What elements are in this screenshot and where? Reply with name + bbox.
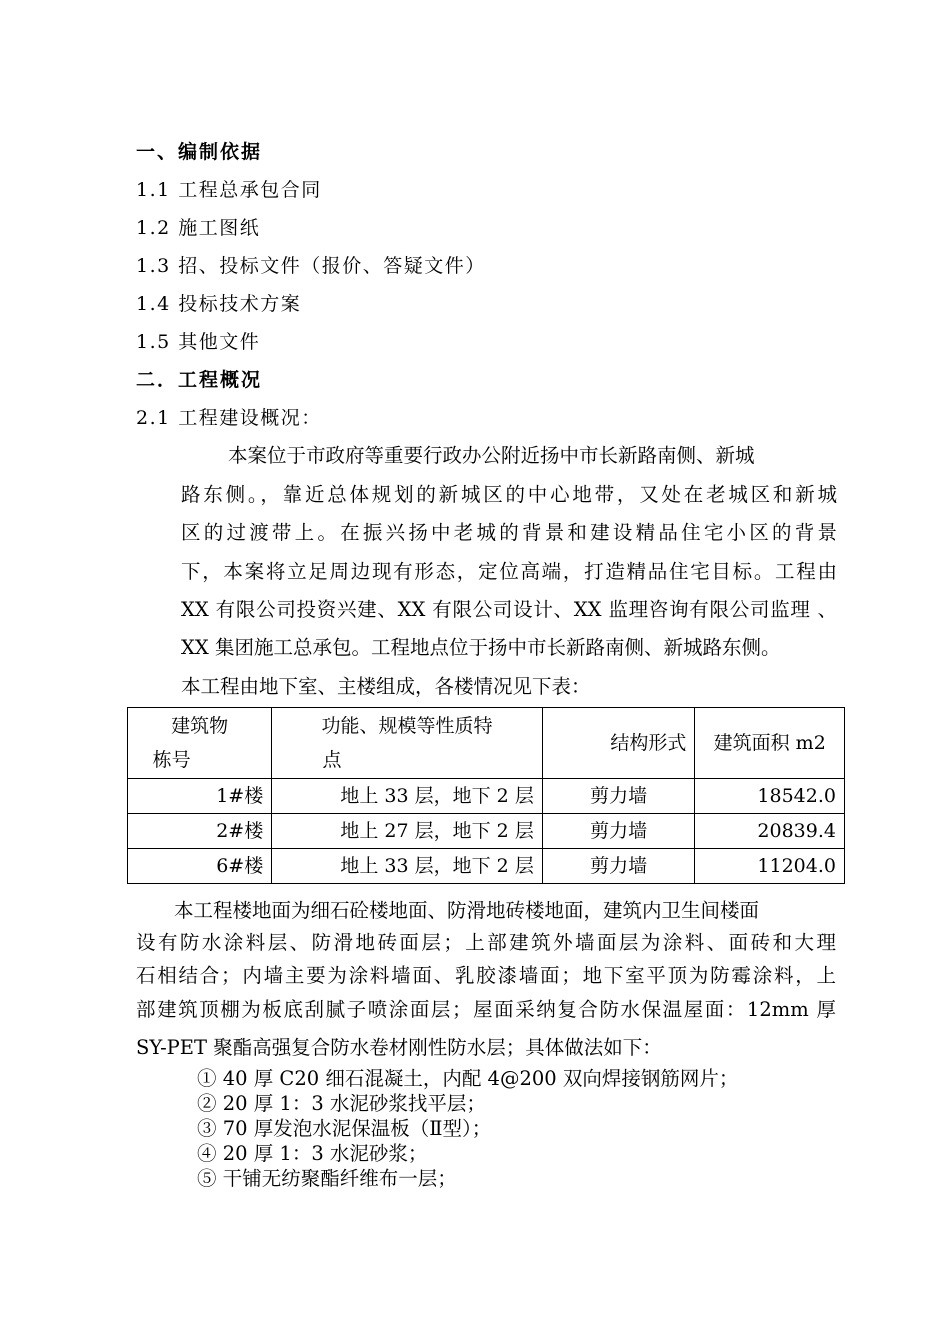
- cell-building: 1#楼: [128, 779, 272, 814]
- header-function-line2: 点: [322, 749, 342, 771]
- overview-paragraph-line: XX 集团施工总承包。工程地点位于扬中市长新路南侧、新城路东侧。: [181, 636, 781, 659]
- header-function-line1: 功能、规模等性质特: [321, 715, 493, 737]
- overview-paragraph-line: 路东侧。，靠近总体规划的新城区的中心地带，又处在老城区和新城: [181, 483, 837, 506]
- overview-paragraph-line: 区的过渡带上。在振兴扬中老城的背景和建设精品住宅小区的背景: [181, 521, 837, 544]
- table-row: [128, 779, 845, 814]
- finish-paragraph-line: 本工程楼地面为细石砼楼地面、防滑地砖楼地面，建筑内卫生间楼面: [174, 899, 760, 922]
- basis-item: 1.5 其他文件: [136, 331, 261, 353]
- building-table: [127, 707, 845, 884]
- overview-paragraph-line: XX 有限公司投资兴建、XX 有限公司设计、XX 监理咨询有限公司监理 、: [181, 598, 837, 621]
- cell-building: 2#楼: [128, 814, 272, 849]
- header-building: [128, 708, 272, 779]
- sub-heading: 2.1 工程建设概况：: [136, 407, 322, 429]
- roof-step-item: ② 20 厚 1：3 水泥砂浆找平层；: [197, 1092, 486, 1115]
- table-row: [128, 849, 845, 884]
- basis-item: 1.1 工程总承包合同: [136, 179, 322, 201]
- cell-structure: 剪力墙: [542, 814, 695, 849]
- cell-function: 地上 27 层，地下 2 层: [272, 814, 543, 849]
- roof-step-item: ⑤ 干铺无纺聚酯纤维布一层；: [197, 1167, 457, 1190]
- cell-area: 18542.0: [695, 779, 845, 814]
- section-heading-overview: 二．工程概况: [136, 369, 263, 391]
- basis-item: 1.2 施工图纸: [136, 217, 261, 239]
- cell-structure: 剪力墙: [542, 849, 695, 884]
- header-function: [272, 708, 543, 779]
- roof-step-item: ① 40 厚 C20 细石混凝土，内配 4@200 双向焊接钢筋网片；: [197, 1067, 739, 1090]
- cell-area: 11204.0: [695, 849, 845, 884]
- table-header-row: [128, 708, 845, 779]
- header-area: 建筑面积 m2: [695, 708, 845, 779]
- finish-paragraph-line: 设有防水涂料层、防滑地砖面层；上部建筑外墙面层为涂料、面砖和大理: [136, 931, 836, 954]
- cell-building: 6#楼: [128, 849, 272, 884]
- header-structure: 结构形式: [542, 708, 695, 779]
- overview-paragraph-line: 下，本案将立足周边现有形态，定位高端，打造精品住宅目标。工程由: [181, 560, 837, 583]
- basis-item: 1.4 投标技术方案: [136, 293, 302, 315]
- header-building-line1: 建筑物: [171, 715, 229, 737]
- finish-paragraph-line: SY-PET 聚酯高强复合防水卷材刚性防水层；具体做法如下：: [136, 1036, 662, 1059]
- roof-step-item: ③ 70 厚发泡水泥保温板（Ⅱ型）；: [197, 1117, 492, 1140]
- cell-function: 地上 33 层，地下 2 层: [272, 849, 543, 884]
- table-intro: 本工程由地下室、主楼组成，各楼情况见下表：: [181, 675, 591, 698]
- finish-paragraph-line: 石相结合；内墙主要为涂料墙面、乳胶漆墙面；地下室平顶为防霉涂料，上: [136, 964, 836, 987]
- section-heading-basis: 一、编制依据: [136, 141, 263, 163]
- header-building-line2: 栋号: [152, 749, 191, 771]
- finish-paragraph-line: 部建筑顶棚为板底刮腻子喷涂面层；屋面采纳复合防水保温屋面：12mm 厚: [136, 998, 836, 1021]
- cell-function: 地上 33 层，地下 2 层: [272, 779, 543, 814]
- overview-paragraph-line: 本案位于市政府等重要行政办公附近扬中市长新路南侧、新城: [228, 444, 755, 467]
- cell-structure: 剪力墙: [542, 779, 695, 814]
- basis-item: 1.3 招、投标文件（报价、答疑文件）: [136, 255, 486, 277]
- table-row: [128, 814, 845, 849]
- roof-step-item: ④ 20 厚 1：3 水泥砂浆；: [197, 1142, 428, 1165]
- cell-area: 20839.4: [695, 814, 845, 849]
